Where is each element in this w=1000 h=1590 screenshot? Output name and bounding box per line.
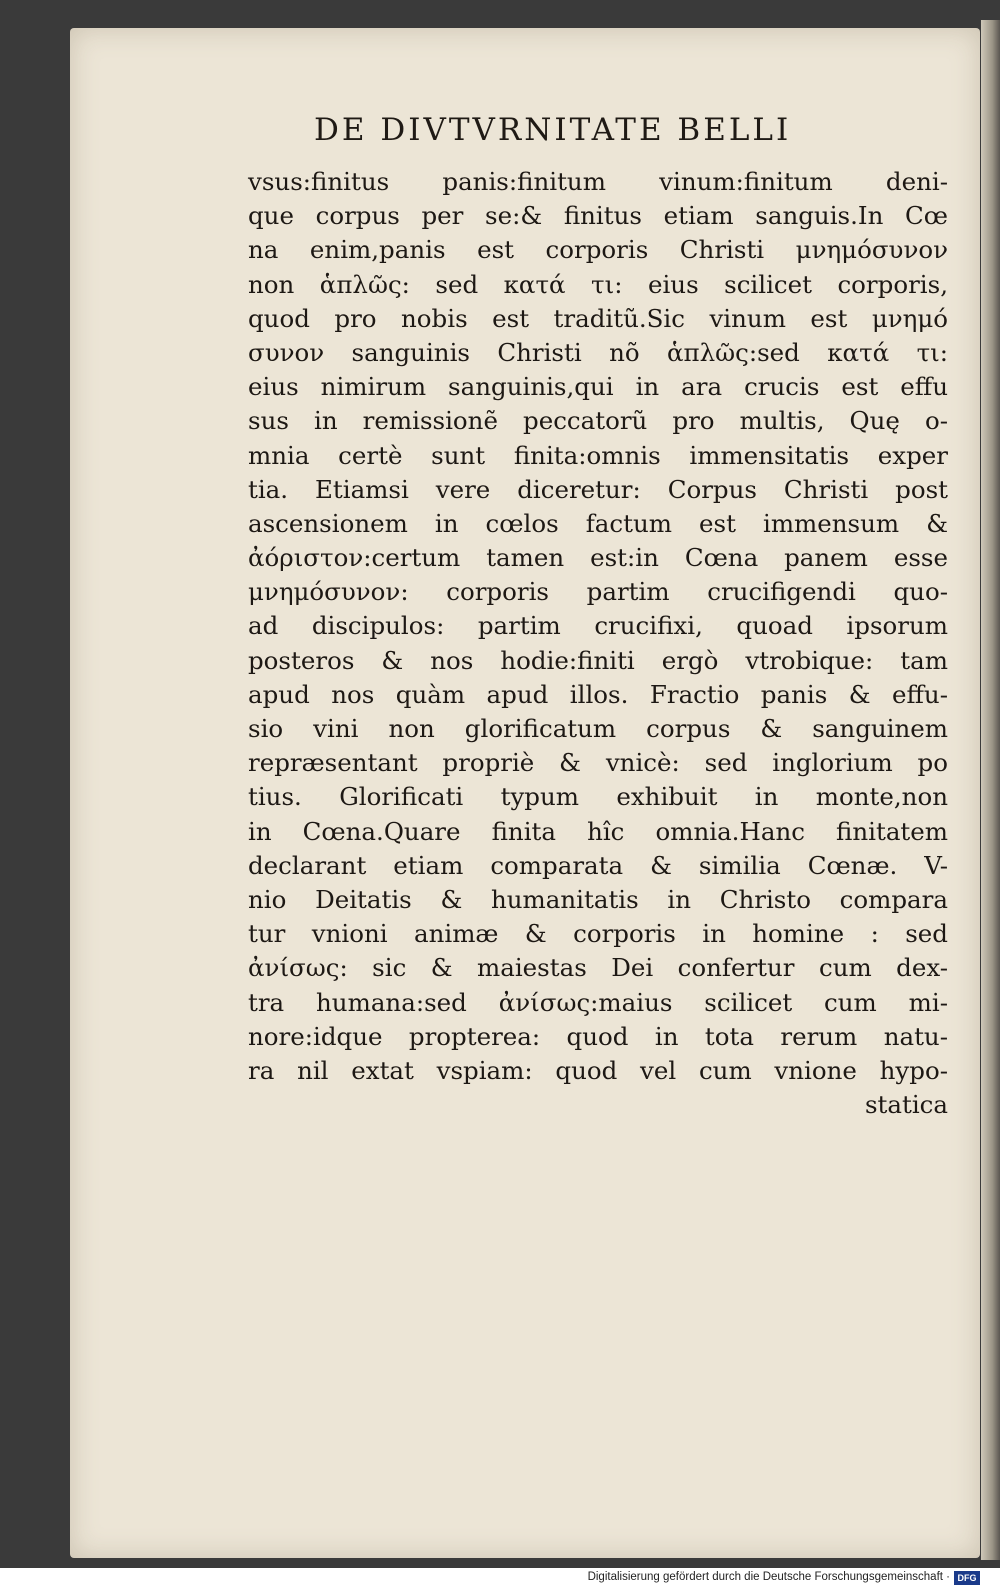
text-line: posteros & nos hodie:finiti ergò vtrobique: tam — [248, 645, 948, 675]
text-line: nore:idque propterea: quod in tota rerum natu- — [248, 1021, 948, 1051]
text-line: repræsentant propriè & vnicè: sed inglorium po — [248, 748, 948, 778]
catchword: statica — [864, 1090, 948, 1120]
text-line: declarant etiam comparata & similia Cœnæ. V- — [248, 850, 948, 880]
page-edge — [981, 20, 1000, 1560]
running-head: DE DIVTVRNITATE BELLI — [314, 112, 792, 148]
text-line: μνημόσυνον: corporis partim crucifigendi quo- — [248, 577, 948, 607]
funding-credit: Digitalisierung gefördert durch die Deutsche Forschungsgemeinschaft · — [587, 1571, 950, 1583]
text-line: eius nimirum sanguinis,qui in ara crucis est effu — [248, 372, 948, 402]
text-line: na enim,panis est corporis Christi μνημόσυνον — [248, 235, 948, 265]
text-block — [248, 165, 948, 1122]
text-line: tur vnioni animæ & corporis in homine : sed — [248, 919, 948, 949]
text-line: vsus:finitus panis:finitum vinum:finitum deni- — [248, 167, 948, 196]
text-line: συνον sanguinis Christi nõ ἁπλῶς:sed κατά τι: — [248, 337, 948, 367]
text-line: mnia certè sunt finita:omnis immensitatis exper — [248, 440, 948, 470]
text-line: ad discipulos: partim crucifixi, quoad ipsorum — [248, 611, 948, 641]
text-line: tra humana:sed ἀνίσως:maius scilicet cum mi- — [248, 987, 948, 1017]
text-line: apud nos quàm apud illos. Fractio panis & effu- — [248, 679, 948, 709]
dfg-logo: DFG — [954, 1571, 980, 1585]
text-line: ra nil extat vspiam: quod vel cum vnione hypo- — [248, 1055, 948, 1085]
text-line: ἀόριστον:certum tamen est:in Cœna panem esse — [248, 543, 948, 573]
text-line: ascensionem in cœlos factum est immensum & — [248, 508, 948, 538]
text-line: quod pro nobis est traditũ.Sic vinum est μνημό — [248, 303, 948, 333]
footer-bar — [0, 1568, 1000, 1590]
text-line: in Cœna.Quare finita hîc omnia.Hanc finitatem — [248, 816, 948, 846]
text-line: nio Deitatis & humanitatis in Christo compara — [248, 884, 948, 914]
text-line: ἀνίσως: sic & maiestas Dei confertur cum dex- — [248, 953, 948, 983]
text-line: sus in remissionẽ peccatorũ pro multis, Quę o- — [248, 406, 948, 436]
text-line: sio vini non glorificatum corpus & sanguinem — [248, 714, 948, 743]
text-line: tia. Etiamsi vere diceretur: Corpus Christi post — [248, 474, 948, 504]
text-line: non ἁπλῶς: sed κατά τι: eius scilicet corporis, — [248, 269, 948, 299]
text-line: tius. Glorificati typum exhibuit in monte,non — [248, 782, 948, 812]
text-line: que corpus per se:& finitus etiam sanguis.In Cœ — [248, 201, 948, 231]
